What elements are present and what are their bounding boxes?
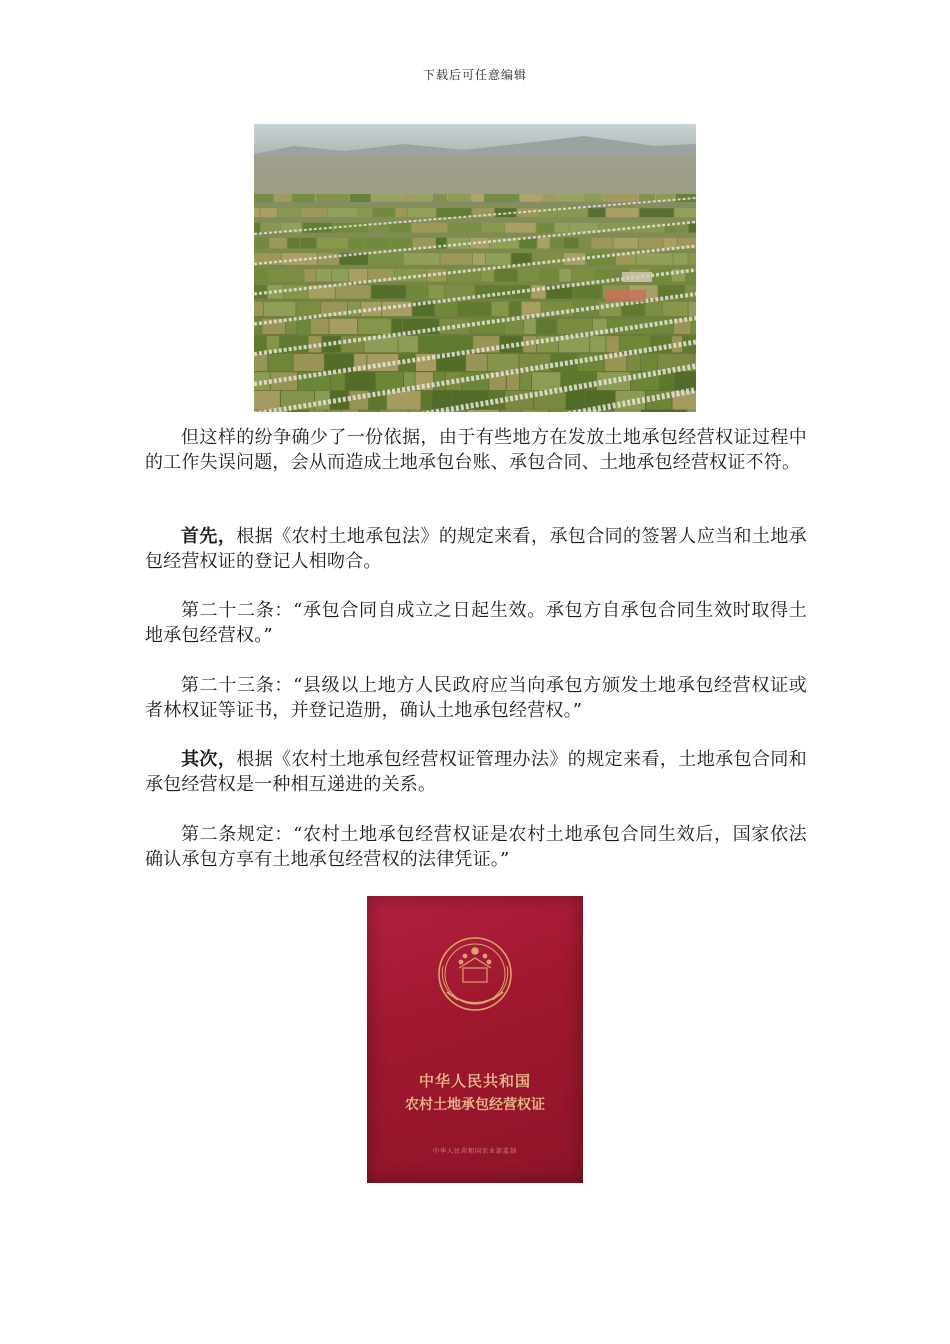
- field-patch: [412, 223, 448, 233]
- field-patch: [675, 372, 696, 390]
- field-patch: [300, 238, 316, 249]
- field-patch: [261, 208, 277, 217]
- field-patch: [372, 194, 402, 202]
- paragraph-text: 第二条规定：“农村土地承包经营权证是农村土地承包合同生效后，国家依法确认承包方享有土地承包经营权的法律凭证。”: [145, 824, 807, 870]
- field-patch: [587, 253, 616, 265]
- field-patch: [332, 269, 348, 282]
- field-patch: [435, 302, 457, 316]
- field-patch: [269, 269, 304, 282]
- field-patch: [369, 253, 403, 265]
- field-patch: [557, 319, 592, 334]
- field-patch: [389, 223, 411, 233]
- field-patch: [500, 410, 521, 412]
- field-patch: [328, 208, 358, 217]
- field-patch: [520, 372, 531, 390]
- paragraph: [145, 747, 807, 797]
- paragraph-block-1: [145, 425, 807, 475]
- field-patch: [267, 336, 279, 352]
- paragraph-text: 第二十三条：“县级以上地方人民政府应当向承包方颁发土地承包经营权证或者林权证等证书，并登记造册，确认土地承包经营权。”: [145, 675, 807, 721]
- field-patch: [689, 223, 696, 233]
- field-patch: [495, 269, 518, 282]
- field-patch: [566, 391, 584, 410]
- field-patch: [440, 253, 472, 265]
- field-patch: [297, 319, 310, 334]
- farmland-aerial-photo: [254, 124, 696, 412]
- land-certificate-cover-photo: [367, 896, 583, 1183]
- field-patch: [429, 285, 445, 298]
- field-patch: [275, 194, 291, 202]
- field-patch: [254, 223, 260, 233]
- field-patch: [642, 410, 657, 412]
- field-patch: [505, 223, 536, 233]
- field-patch: [540, 269, 559, 282]
- field-patch: [304, 269, 315, 282]
- field-patch: [532, 372, 560, 390]
- field-patch: [311, 319, 329, 334]
- paragraph: [145, 822, 807, 872]
- paragraph: [145, 673, 807, 723]
- national-emblem-icon: [439, 938, 511, 1010]
- field-patch: [660, 372, 673, 390]
- field-patch: [254, 269, 268, 282]
- field-patch: [448, 223, 481, 233]
- field-patch: [472, 194, 483, 202]
- paragraph-block-3: [145, 598, 807, 648]
- paragraph-block-2: [145, 524, 807, 574]
- field-patch: [422, 391, 432, 410]
- field-patch: [399, 336, 418, 352]
- field-patch: [403, 194, 415, 202]
- field-patch: [349, 391, 368, 410]
- field-patch: [606, 336, 619, 352]
- field-patch: [349, 238, 363, 249]
- field-patch: [473, 253, 485, 265]
- field-patch: [558, 208, 587, 217]
- field-patch: [288, 238, 300, 249]
- field-patch: [327, 410, 341, 412]
- field-patch: [391, 238, 412, 249]
- field-patch: [467, 410, 499, 412]
- field-patch: [555, 223, 569, 233]
- field-patch: [408, 208, 436, 217]
- field-patch: [331, 372, 345, 390]
- field-patch: [572, 269, 594, 282]
- field-patch: [254, 194, 274, 202]
- field-patch: [254, 208, 260, 217]
- field-patch: [584, 194, 601, 202]
- field-patch: [404, 253, 440, 265]
- field-patch: [315, 391, 330, 410]
- field-patch: [342, 410, 359, 412]
- paragraph-block-4: [145, 673, 807, 723]
- field-patch: [264, 302, 296, 316]
- field-patch: [364, 238, 390, 249]
- field-patch: [448, 194, 471, 202]
- certificate-title-line1: 中华人民共和国: [418, 1072, 531, 1090]
- paragraph-text: 根据《农村土地承包法》的规定来看，承包合同的签署人应当和土地承包经营权证的登记人相吻合。: [145, 526, 807, 572]
- field-patch: [254, 372, 270, 390]
- field-patch: [692, 319, 696, 334]
- field-patch: [289, 410, 308, 412]
- field-patch: [524, 319, 536, 334]
- field-patch: [333, 223, 368, 233]
- field-patch: [376, 372, 403, 390]
- field-patch: [482, 269, 494, 282]
- field-patch: [640, 208, 674, 217]
- field-patch: [349, 269, 367, 282]
- field-patch: [663, 302, 688, 316]
- paragraph: [145, 425, 807, 475]
- certificate-title-line2: 农村土地承包经营权证: [405, 1097, 545, 1113]
- page-header: 下载后可任意编辑: [422, 68, 527, 82]
- field-patch: [580, 238, 591, 249]
- field-patch: [254, 354, 267, 371]
- field-patch: [380, 410, 408, 412]
- field-patch: [310, 410, 326, 412]
- field-patch: [254, 319, 261, 334]
- field-patch: [639, 194, 655, 202]
- field-patch: [387, 391, 421, 410]
- field-patch: [360, 410, 379, 412]
- paragraph-lead: 首先，: [181, 526, 237, 547]
- field-patch: [254, 302, 263, 316]
- field-patch: [373, 208, 395, 217]
- field-patch: [591, 238, 612, 249]
- field-patch: [537, 223, 554, 233]
- paragraph-text: 但这样的纷争确少了一份依据，由于有些地方在发放土地承包经营权证过程中的工作失误问题，会从而造成土地承包台账、承包合同、土地承包经营权证不符。: [145, 427, 807, 473]
- field-patch: [602, 194, 638, 202]
- field-patch: [492, 302, 508, 316]
- field-patch: [520, 194, 542, 202]
- field-patch: [303, 223, 332, 233]
- field-patch: [409, 410, 421, 412]
- field-patch: [278, 208, 300, 217]
- field-patch: [336, 285, 371, 298]
- field-patch: [466, 354, 487, 371]
- field-patch: [564, 238, 579, 249]
- field-patch: [268, 354, 292, 371]
- field-patch: [392, 319, 402, 334]
- field-patch: [689, 302, 696, 316]
- field-patch: [601, 410, 613, 412]
- field-patch: [509, 302, 520, 316]
- field-patch: [261, 223, 280, 233]
- field-patch: [358, 208, 372, 217]
- field-patch: [371, 285, 406, 298]
- field-patch: [658, 410, 687, 412]
- field-patch: [419, 336, 441, 352]
- field-patch: [590, 336, 605, 352]
- field-patch: [520, 238, 537, 249]
- field-patch: [462, 372, 488, 390]
- field-patch: [627, 354, 639, 371]
- field-patch: [537, 319, 557, 334]
- field-patch: [316, 269, 331, 282]
- field-patch: [675, 208, 696, 217]
- field-patch: [486, 253, 510, 265]
- field-patch: [294, 354, 324, 371]
- paragraph-block-6: [145, 822, 807, 872]
- paragraph-text: 根据《农村土地承包经营权证管理办法》的规定来看，土地承包合同和承包经营权是一种相互递进的关系。: [145, 749, 807, 795]
- field-patch: [664, 238, 677, 249]
- field-patch: [538, 238, 550, 249]
- field-patch: [433, 194, 447, 202]
- field-patch: [350, 194, 371, 202]
- field-patch: [522, 410, 548, 412]
- field-patch: [437, 354, 465, 371]
- field-patch: [518, 269, 539, 282]
- field-patch: [614, 410, 641, 412]
- field-patch: [458, 302, 491, 316]
- field-patch: [574, 285, 602, 298]
- field-patch: [482, 223, 504, 233]
- field-patch: [407, 285, 428, 298]
- field-patch: [505, 391, 533, 410]
- field-patch: [588, 208, 605, 217]
- field-patch: [316, 194, 349, 202]
- field-patch: [301, 208, 327, 217]
- field-patch: [543, 194, 558, 202]
- field-patch: [254, 336, 266, 352]
- field-patch: [433, 391, 451, 410]
- field-patch: [292, 194, 315, 202]
- field-patch: [687, 410, 696, 412]
- field-patch: [488, 354, 519, 371]
- field-patch: [639, 238, 663, 249]
- field-patch: [254, 391, 280, 410]
- certificate-issuer: 中华人民共和国农业部监制: [432, 1148, 517, 1155]
- field-patch: [689, 253, 696, 265]
- field-patch: [559, 194, 583, 202]
- field-patch: [416, 194, 432, 202]
- field-patch: [584, 410, 600, 412]
- paragraph-lead: 其次，: [181, 749, 237, 770]
- field-patch: [296, 302, 320, 316]
- field-patch: [646, 302, 662, 316]
- field-patch: [559, 269, 571, 282]
- field-patch: [317, 238, 348, 249]
- field-patch: [606, 208, 638, 217]
- field-patch: [382, 302, 412, 316]
- paragraph-text: 第二十二条：“承包合同自成立之日起生效。承包方自承包合同生效时取得土地承包经营权。”: [145, 600, 807, 646]
- paragraph: [145, 524, 807, 574]
- field-patch: [551, 238, 563, 249]
- field-patch: [674, 253, 688, 265]
- field-patch: [396, 208, 407, 217]
- field-patch: [358, 319, 391, 334]
- paragraph-block-5: [145, 747, 807, 797]
- field-patch: [346, 372, 375, 390]
- field-patch: [318, 253, 339, 265]
- field-patch: [484, 194, 519, 202]
- field-patch: [641, 354, 657, 371]
- paragraph: [145, 598, 807, 648]
- field-patch: [254, 238, 268, 249]
- field-patch: [330, 319, 357, 334]
- field-patch: [269, 238, 286, 249]
- field-patch: [614, 238, 638, 249]
- field-patch: [637, 253, 673, 265]
